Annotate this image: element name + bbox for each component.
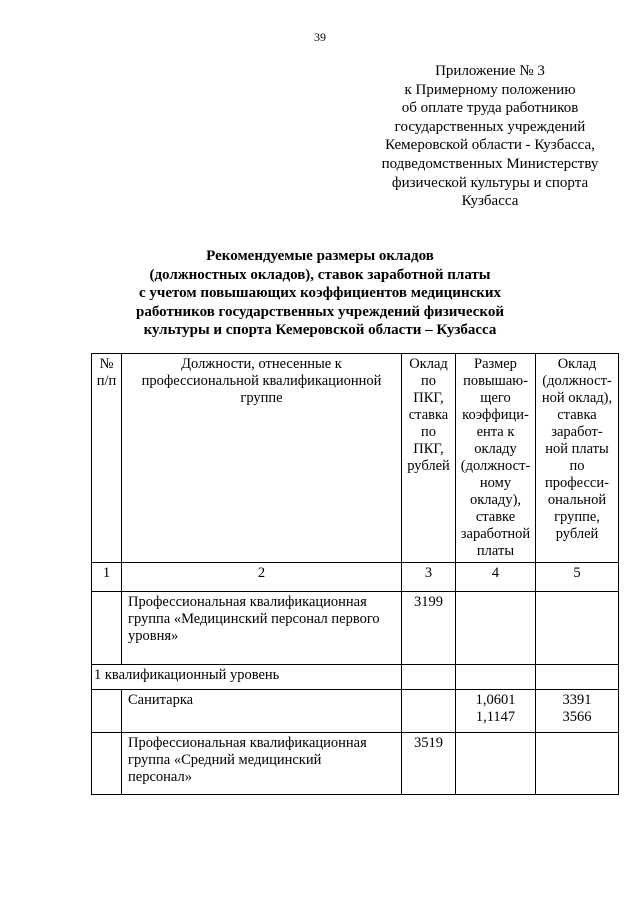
page-number: 39	[314, 30, 326, 44]
header-row	[92, 354, 619, 563]
appendix-line: об оплате труда работников	[401, 100, 579, 117]
salary-table	[91, 353, 619, 795]
column-number: 3	[402, 563, 456, 592]
column-number: 2	[122, 563, 402, 592]
table-cell	[456, 592, 536, 665]
group-salary: 3519	[402, 733, 456, 795]
title-line: (должностных окладов), ставок заработной платы	[149, 266, 491, 283]
table-cell	[536, 665, 619, 690]
header-base-salary: Оклад по ПКГ, ставка по ПКГ, рублей	[402, 354, 456, 563]
table-cell	[402, 665, 456, 690]
title-line: культуры и спорта Кемеровской области – Кузбасса	[143, 322, 497, 339]
table-cell	[92, 733, 122, 795]
column-number: 1	[92, 563, 122, 592]
group-name: Профессиональная квалификационная группа «Медицинский персонал первого уровня»	[122, 592, 402, 665]
table-row	[92, 690, 619, 733]
table-row	[92, 592, 619, 665]
header-final-salary: Оклад (должност- ной оклад), ставка заработ- ной платы по професси- ональной группе, рублей	[536, 354, 619, 563]
header-number: № п/п	[92, 354, 122, 563]
table-cell	[92, 592, 122, 665]
header-coefficient: Размер повышаю- щего коэффици- ента к окладу (должност- ному окладу), ставке заработной платы	[456, 354, 536, 563]
table-cell	[456, 665, 536, 690]
appendix-line: к Примерному положению	[404, 81, 576, 98]
appendix-line: физической культуры и спорта	[391, 174, 589, 191]
table-cell	[402, 690, 456, 733]
column-number-row	[92, 563, 619, 592]
table-row	[92, 733, 619, 795]
position-name: Санитарка	[122, 690, 402, 733]
group-name: Профессиональная квалификационная группа «Средний медицинский персонал»	[122, 733, 402, 795]
title-line: Рекомендуемые размеры окладов	[206, 248, 434, 264]
appendix-line: подведомственных Министерству	[381, 155, 599, 172]
table-cell	[92, 690, 122, 733]
document-title	[90, 247, 550, 340]
appendix-note	[370, 62, 610, 211]
title-line: работников государственных учреждений физической	[136, 303, 504, 320]
title-line: с учетом повышающих коэффициентов медицинских	[138, 285, 502, 302]
appendix-line: Кузбасса	[461, 193, 519, 210]
coefficient-values: 1,0601 1,1147	[456, 690, 536, 733]
table-cell	[536, 592, 619, 665]
table-cell	[456, 733, 536, 795]
column-number: 5	[536, 563, 619, 592]
header-position: Должности, отнесенные к профессиональной квалификационной группе	[122, 354, 402, 563]
qualification-level: 1 квалификационный уровень	[92, 665, 402, 690]
group-salary: 3199	[402, 592, 456, 665]
appendix-line: государственных учреждений	[394, 118, 586, 135]
salary-values: 3391 3566	[536, 690, 619, 733]
table-row	[92, 665, 619, 690]
column-number: 4	[456, 563, 536, 592]
table-cell	[536, 733, 619, 795]
appendix-line: Кемеровской области - Кузбасса,	[385, 137, 595, 154]
appendix-line: Приложение № 3	[435, 63, 545, 79]
